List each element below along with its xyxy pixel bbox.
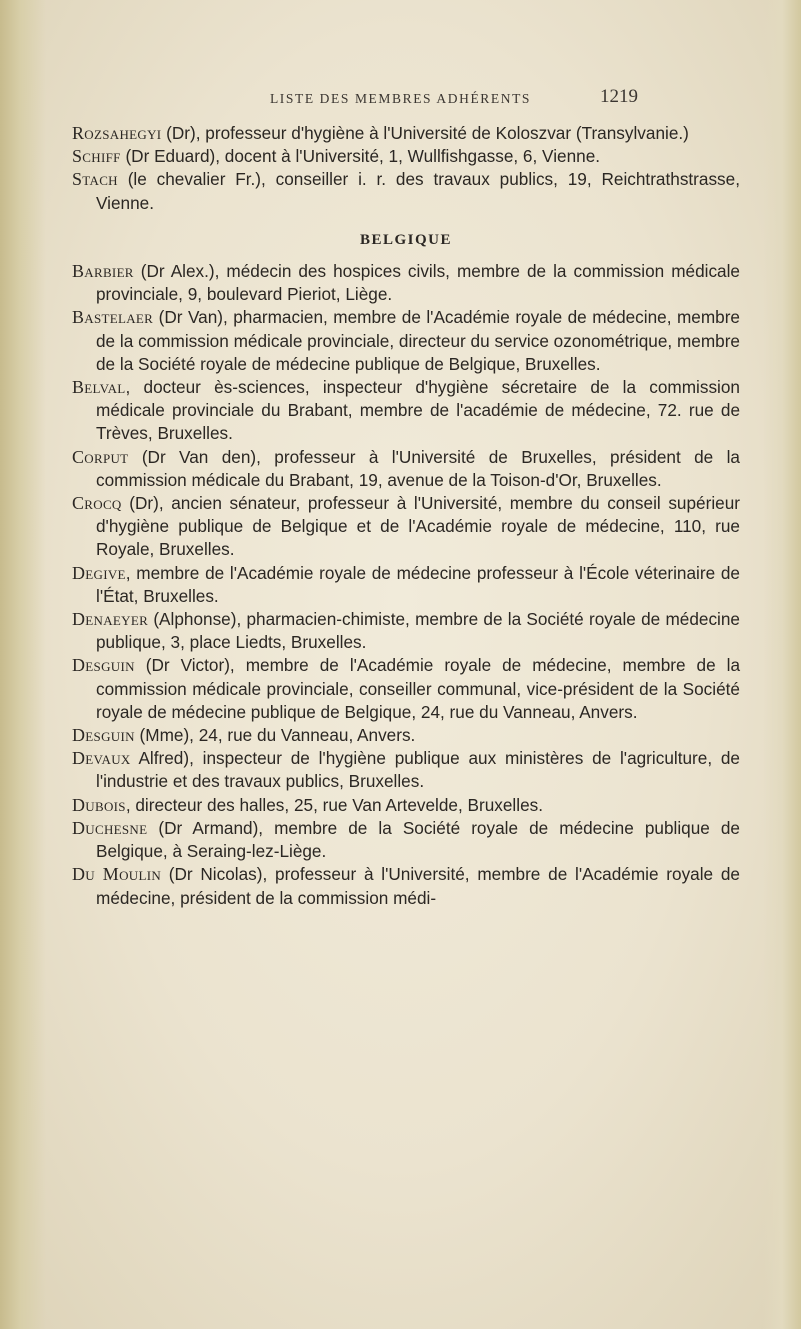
member-name: Duchesne — [72, 817, 148, 838]
running-head: LISTE DES MEMBRES ADHÉRENTS — [269, 91, 532, 106]
member-details: (Mme), 24, rue du Vanneau, Anvers. — [134, 725, 416, 746]
member-details: , docteur ès-sciences, inspecteur d'hygiène sécretaire de la commission médicale provinciale du Brabant, membre de l'académie de médecine, 72. rue de Trèves, Bruxelles. — [96, 377, 740, 444]
member-details: (Alphonse), pharmacien-chimiste, membre de la Société royale de médecine publique, 3, place Liedts, Bruxelles. — [96, 609, 740, 653]
member-details: (Dr Van den), professeur à l'Université de Bruxelles, président de la commission médicale du Brabant, 19, avenue de la Toison-d'Or, Bruxelles. — [96, 446, 740, 490]
member-name: Bastelaer — [72, 307, 154, 328]
member-name: Schiff — [72, 146, 121, 167]
list-entry — [72, 608, 740, 654]
page-edge-shadow-right — [763, 0, 801, 1329]
list-entry — [72, 794, 740, 817]
list-entry — [72, 724, 740, 747]
member-name: Desguin — [72, 655, 135, 676]
member-details: (Dr), professeur d'hygiène à l'Université de Koloszvar (Transylvanie.) — [161, 123, 689, 143]
page-number: 1219 — [600, 86, 638, 107]
member-details: , membre de l'Académie royale de médecine professeur à l'École véterinaire de l'État, Bruxelles. — [96, 562, 740, 606]
member-name: Du Moulin — [72, 864, 162, 885]
member-details: (Dr Victor), membre de l'Académie royale de médecine, membre de la commission médicale provinciale, conseiller communal, vice-président de la Société royale de médecine publique de Belgique, 24, rue du Vanneau, Anvers. — [96, 655, 740, 722]
page-edge-shadow-left — [0, 0, 46, 1329]
member-name: Corput — [72, 446, 129, 467]
member-details: (le chevalier Fr.), conseiller i. r. des travaux publics, 19, Reichtrathstrasse, Vienne. — [96, 169, 740, 213]
list-entry — [72, 122, 740, 145]
member-details: (Dr Nicolas), professeur à l'Université, membre de l'Académie royale de médecine, président de la commission médi- — [96, 864, 740, 908]
list-entry — [72, 492, 740, 562]
list-entry — [72, 306, 740, 376]
member-details: (Dr Armand), membre de la Société royale de médecine publique de Belgique, à Seraing-lez-Liège. — [96, 817, 740, 862]
member-name: Barbier — [72, 261, 134, 282]
list-entry — [72, 446, 740, 492]
member-name: Crocq — [72, 493, 122, 514]
list-entry — [72, 376, 740, 446]
member-details: (Dr), ancien sénateur, professeur à l'Université, membre du conseil supérieur d'hygiène publique de Belgique et de l'Académie royale de médecine, 110, rue Royale, Bruxelles. — [96, 493, 740, 560]
list-entry — [72, 863, 740, 909]
member-details: Alfred), inspecteur de l'hygiène publique aux ministères de l'agriculture, de l'industrie et des travaux publics, Bruxelles. — [96, 748, 740, 792]
member-name: Dubois — [72, 794, 126, 815]
member-list — [72, 122, 740, 910]
member-name: Devaux — [72, 748, 131, 769]
member-name: Degive — [72, 562, 126, 583]
list-entry — [72, 260, 740, 306]
member-name: Belval — [72, 377, 126, 398]
member-name: Stach — [72, 169, 118, 190]
member-name: Denaeyer — [72, 609, 149, 630]
member-details: , directeur des halles, 25, rue Van Artevelde, Bruxelles. — [125, 794, 543, 815]
member-name: Rozsahegyi — [72, 123, 162, 143]
list-entry — [72, 747, 740, 793]
member-details: (Dr Alex.), médecin des hospices civils, membre de la commission médicale provinciale, 9, boulevard Pieriot, Liège. — [96, 261, 740, 305]
list-entry — [72, 817, 740, 863]
list-entry — [72, 562, 740, 608]
member-name: Desguin — [72, 725, 135, 746]
list-entry — [72, 145, 740, 168]
section-heading-belgique: BELGIQUE — [359, 231, 453, 248]
list-entry — [72, 654, 740, 724]
member-details: (Dr Van), pharmacien, membre de l'Académie royale de médecine, membre de la commission médicale provinciale, directeur du service ozonométrique, membre de la Société royale de médecine publique de Belgique, Bruxelles. — [96, 307, 740, 374]
list-entry — [72, 168, 740, 214]
member-details: (Dr Eduard), docent à l'Université, 1, Wullfishgasse, 6, Vienne. — [120, 146, 601, 167]
